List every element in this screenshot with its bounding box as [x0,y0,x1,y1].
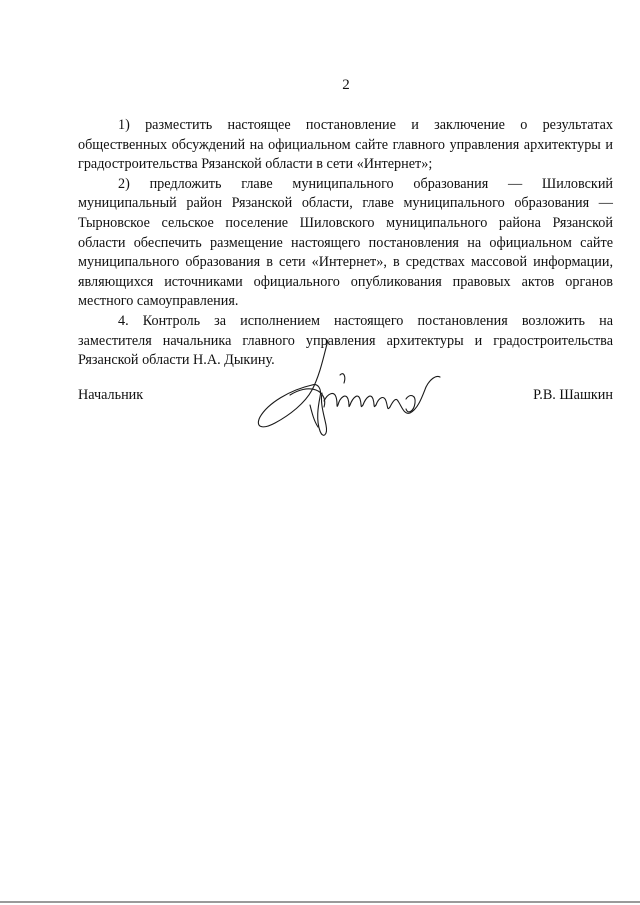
paragraph-item-1: 1) разместить настоящее постановление и заключение о результатах общественных обсуждений на официальном сайте главного управления архитектуры и градостроительства Рязанской области в сети «Интернет»; [78,117,613,173]
signatory-title: Начальник [78,387,144,403]
handwritten-signature [250,335,450,455]
page-bottom-edge [0,901,640,903]
signatory-name: Р.В. Шашкин [533,387,613,403]
paragraph-item-2: 2) предложить главе муниципального образования — Шиловский муниципальный район Рязанской области, главе муниципального образования — Тырновское сельское поселение Шиловского муниципального района Рязанской области обеспечить размещение настоящего постановления на официальном сайте муниципального образования в сети «Интернет», в средствах массовой информации, являющихся источниками официального опубликования правовых актов органов местного самоуправления. [78,175,613,310]
page-number: 2 [342,77,350,93]
paragraph-item-4: 4. Контроль за исполнением настоящего постановления возложить на заместителя начальника главного управления архитектуры и градостроительства Рязанской области Н.А. Дыкину. [78,312,613,369]
document-body [78,116,613,371]
